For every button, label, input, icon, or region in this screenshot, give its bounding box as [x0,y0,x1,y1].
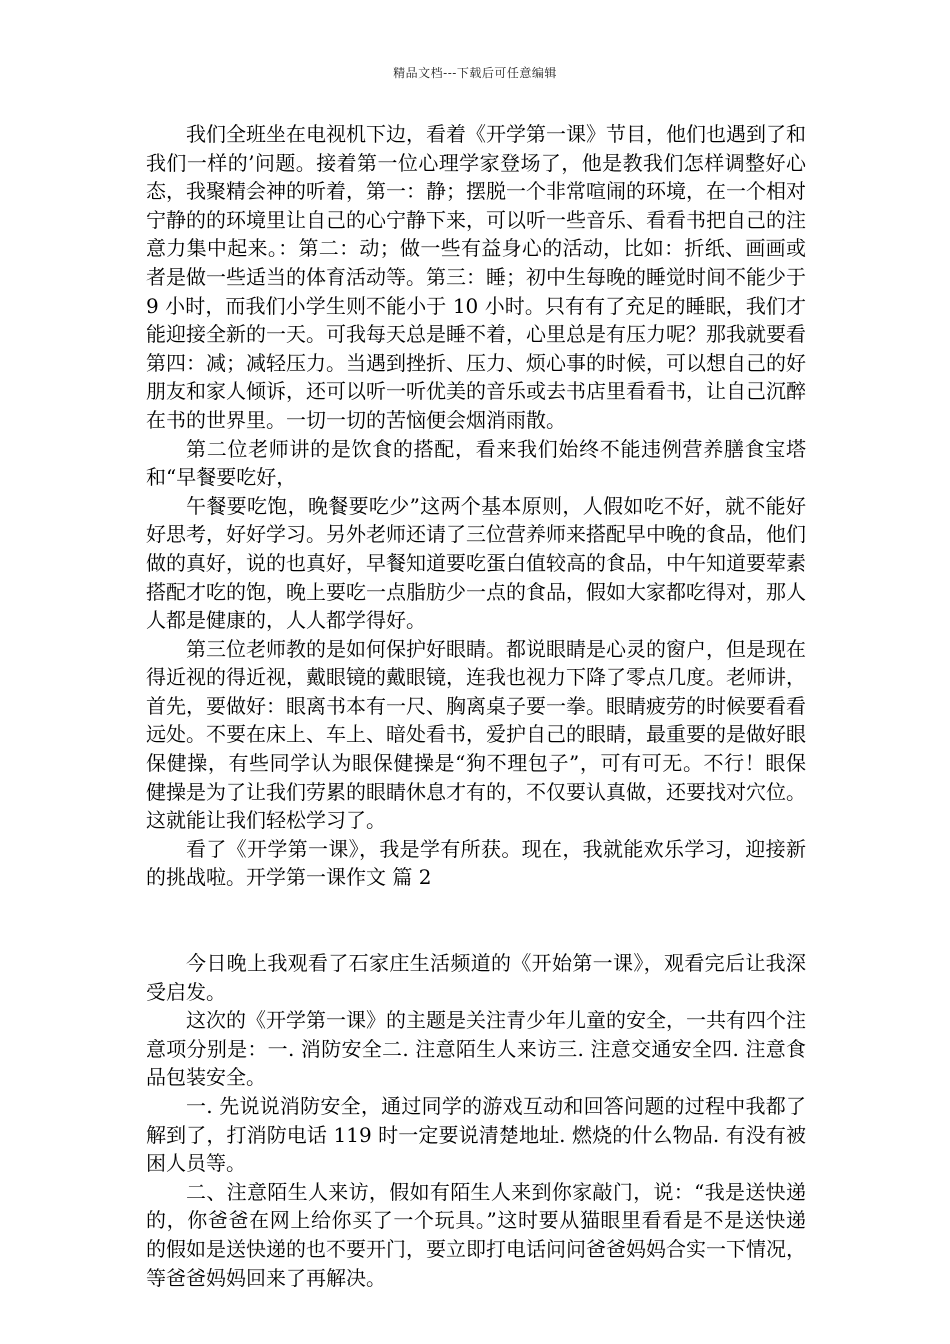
paragraph: 午餐要吃饱，晚餐要吃少”这两个基本原则，人假如吃不好，就不能好好思考，好好学习。另外老师还请了三位营养师来搭配早中晚的食品，他们做的真好，说的也真好，早餐知道要吃蛋白值较高的食品，中午知道要荤素搭配才吃的饱，晚上要吃一点脂肪少一点的食品，假如大家都吃得对，那人人都是健康的，人人都学得好。 [146,493,806,633]
paragraph: 二、注意陌生人来访，假如有陌生人来到你家敲门，说：“我是送快递的，你爸爸在网上给你买了一个玩具。”这时要从猫眼里看看是不是送快递的假如是送快递的也不要开门，要立即打电话问问爸爸妈妈合实一下情况，等爸爸妈妈回来了再解决。 [146,1179,806,1290]
document-body [146,120,806,1292]
paragraph: 一. 先说说消防安全，通过同学的游戏互动和回答问题的过程中我都了解到了，打消防电话 119 时一定要说清楚地址. 燃烧的什么物品. 有没有被困人员等。 [146,1094,806,1176]
paragraph: 我们全班坐在电视机下边，看着《开学第一课》节目，他们也遇到了和我们一样的’问题。接着第一位心理学家登场了，他是教我们怎样调整好心态，我聚精会神的听着，第一：静；摆脱一个非常喧闹的环境，在一个相对宁静的的环境里让自己的心宁静下来，可以听一些音乐、看看书把自己的注意力集中起来。：第二：动；做一些有益身心的活动，比如：折纸、画画或者是做一些适当的体育活动等。第三：睡；初中生每晚的睡觉时间不能少于 9 小时，而我们小学生则不能小于 10 小时。只有有了充足的睡眠，我们才能迎接全新的一天。可我每天总是睡不着，心里总是有压力呢？那我就要看第四：减；减轻压力。当遇到挫折、压力、烦心事的时候，可以想自己的好朋友和家人倾诉，还可以听一听优美的音乐或去书店里看看书，让自己沉醉在书的世界里。一切一切的苦恼便会烟消雨散。 [146,122,806,432]
paragraph: 今日晚上我观看了石家庄生活频道的《开始第一课》，观看完后让我深受启发。 [146,951,806,1004]
paragraph: 第三位老师教的是如何保护好眼睛。都说眼睛是心灵的窗户，但是现在得近视的得近视，戴眼镜的戴眼镜，连我也视力下降了零点几度。老师讲，首先，要做好：眼离书本有一尺、胸离桌子要一拳。眼睛疲劳的时候要看看远处。不要在床上、车上、暗处看书，爱护自己的眼睛，最重要的是做好眼保健操，有些同学认为眼保健操是“狗不理包子”，可有可无。不行！眼保健操是为了让我们劳累的眼睛休息才有的，不仅要认真做，还要找对穴位。这就能让我们轻松学习了。 [146,636,806,833]
page-header: 精品文档---下载后可任意编辑 [393,66,557,80]
section-gap [146,892,806,949]
paragraph: 看了《开学第一课》，我是学有所获。现在，我就能欢乐学习，迎接新的挑战啦。开学第一课作文 篇 2 [146,836,806,890]
paragraph: 这次的《开学第一课》的主题是关注青少年儿童的安全，一共有四个注意项分别是：一. 消防安全二. 注意陌生人来访三. 注意交通安全四. 注意食品包装安全。 [146,1008,806,1090]
paragraph: 第二位老师讲的是饮食的搭配，看来我们始终不能违例营养膳食宝塔和“早餐要吃好， [146,436,806,490]
